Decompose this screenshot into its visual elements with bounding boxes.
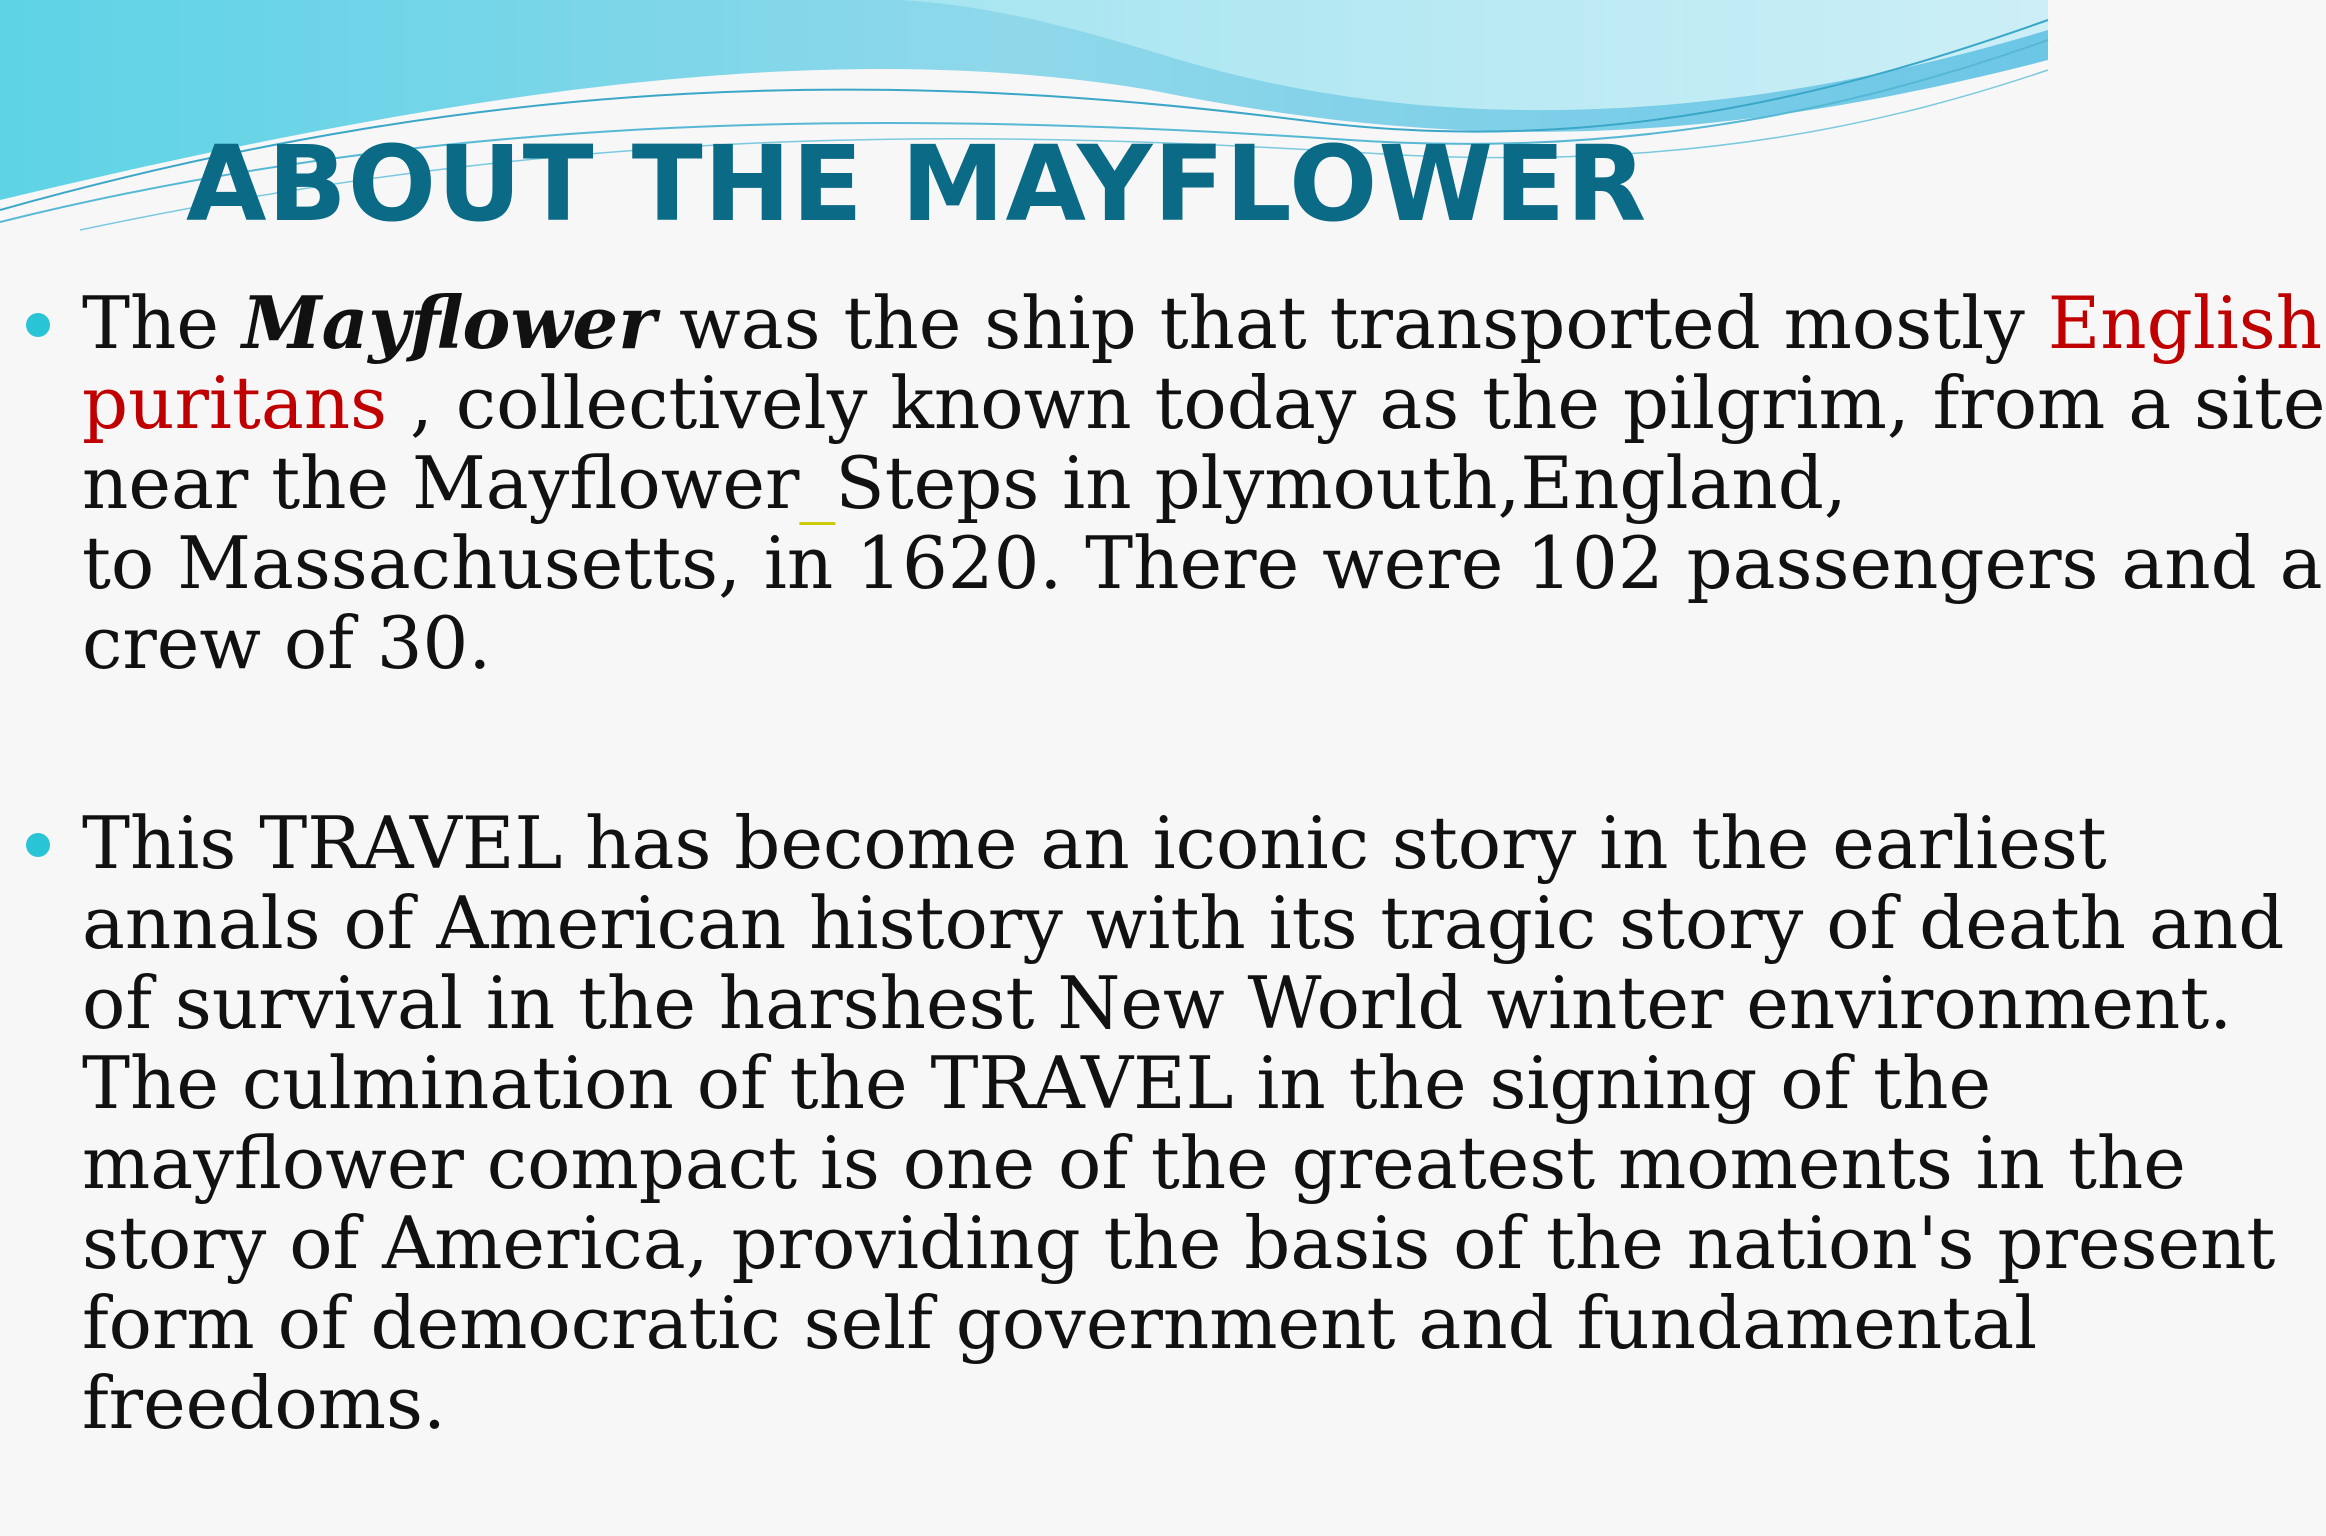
- bullet2-line-8: freedoms.: [82, 1361, 446, 1445]
- bullet2-line-4: The culmination of the TRAVEL in the signing of the: [82, 1041, 1992, 1125]
- bullet-item-travel: [82, 801, 2285, 1445]
- slide-body: [82, 280, 2326, 1445]
- bullet1-line-2: puritans , collectively known today as the pilgrim, from a site: [82, 361, 2326, 445]
- bullet2-line-7: form of democratic self government and fundamental: [82, 1281, 2038, 1365]
- link-english[interactable]: English: [2047, 281, 2323, 365]
- slide-title: ABOUT THE MAYFLOWER: [186, 123, 1648, 245]
- bullet-item-mayflower: [82, 280, 2326, 685]
- underscore-mark: _: [799, 441, 836, 525]
- bullet2-line-3: of survival in the harshest New World winter environment.: [82, 961, 2233, 1045]
- bullet1-line-5: crew of 30.: [82, 601, 492, 685]
- mayflower-emphasis: Mayflower: [241, 280, 657, 365]
- bullet2-line-2: annals of American history with its tragic story of death and: [82, 881, 2285, 965]
- bullet1-line-1: The Mayflower was the ship that transported mostly English: [82, 280, 2323, 365]
- bullet2-line-5: mayflower compact is one of the greatest moments in the: [82, 1121, 2186, 1205]
- bullet1-line-4: to Massachusetts, in 1620. There were 102 passengers and a: [82, 521, 2323, 605]
- bullet2-line-6: story of America, providing the basis of the nation's present: [82, 1201, 2276, 1285]
- bullet-dot-icon: [26, 833, 50, 857]
- bullet1-line-3: near the Mayflower_Steps in plymouth,England,: [82, 441, 1847, 525]
- link-puritans[interactable]: puritans: [82, 361, 388, 445]
- bullet2-line-1: This TRAVEL has become an iconic story in the earliest: [82, 801, 2107, 885]
- bullet-dot-icon: [26, 313, 50, 337]
